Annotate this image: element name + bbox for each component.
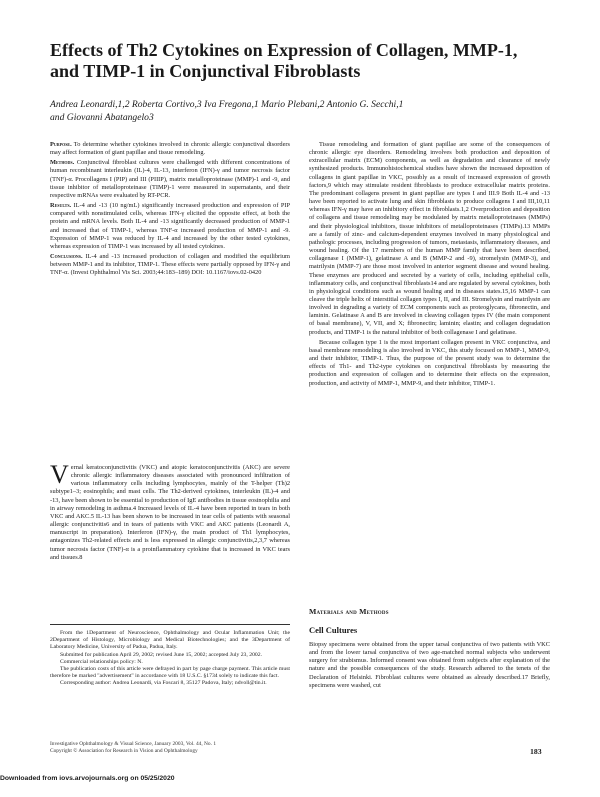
purpose-text: To determine whether cytokines involved in chronic allergic conjunctival disorders may affect formation of giant papillae and tissue remodeling. xyxy=(50,141,290,157)
intro-text: ernal keratoconjunctivitis (VKC) and atopic keratoconjunctivitis (AKC) are severe chronic allergic inflammatory diseases associated with pronounced infiltration of various inflammatory cells including lymphocytes, mainly of the T-helper (Th)2 subtype1–3; eosinophils; and mast cells. The Th2-derived cytokines, interleukin (IL)-4 and -13, have been shown to be essential to production of IgE antibodies in tissue eosinophilia and in airway remodeling in asthma.4 Increased levels of IL-4 have been reported in tears in both VKC and AKC.5 IL-13 has been shown to be increased in tear cells of patients with seasonal allergic conjunctivitis6 and in tears of patients with VKC and AKC patients (Leonardi A, manuscript in preparation). Interferon (IFN)-γ, the main product of Th1 lymphocytes, antagonizes Th2-related effects and is less expressed in allergic conjunctivitis,2,3,7 whereas tumor necrosis factor (TNF)-α is a proinflammatory cytokine that is increased in VKC tears and tissues.8 xyxy=(50,464,290,561)
journal-citation: Investigative Ophthalmology & Visual Science, January 2003, Vol. 44, No. 1 xyxy=(50,741,217,747)
purpose-label: Purpose. xyxy=(50,141,72,148)
drop-cap: V xyxy=(50,460,69,489)
cell-cultures-text: Biopsy specimens were obtained from the upper tarsal conjunctiva of two patients with VKC and from the lower tarsal conjunctiva of two age-matched normal subjects who underwent surgery for strabismus. Informed consent was obtained from subjects after explanation of the nature and the possible consequences of the study. Research adhered to the tenets of the Declaration of Helsinki. Fibroblast cultures were obtained as already described.17 Briefly, specimens were washed, cut xyxy=(309,641,550,689)
abstract xyxy=(50,141,290,280)
methods-cell-cultures xyxy=(309,641,550,692)
author-line-2: and Giovanni Abatangelo3 xyxy=(50,112,154,123)
methods-text: Conjunctival fibroblast cultures were challenged with different concentrations of human recombinant interleukin (IL)-4, IL-13, interferon (IFN)-γ and tumor necrosis factor (TNF)-α. Procollagens I (PIP) and III (PIIIP), matrix metalloproteinase (MMP)-1 and -9, and tissue inhibitor of metalloproteinase (TIMP)-1 were measured in supernatants, and their respective mRNAs were evaluated by RT-PCR. xyxy=(50,159,290,199)
introduction-right xyxy=(309,141,550,390)
results-text: IL-4 and -13 (10 ng/mL) significantly increased production and expression of PIP compared with nonstimulated cells, whereas IFN-γ elicited the opposite effect, at both the protein and mRNA levels. Both IL-4 and -13 significantly decreased production of MMP-1 and increased that of TIMP-1, whereas TNF-α increased production of MMP-1 and -9. Expression of MMP-1 was reduced by IL-4 and increased by the other tested cytokines, whereas expression of TIMP-1 was increased by all tested cytokines. xyxy=(50,202,290,250)
copyright-line: Copyright © Association for Research in Vision and Ophthalmology xyxy=(50,748,198,754)
article-title: Effects of Th2 Cytokines on Expression of Collagen, MMP-1, and TIMP-1 in Conjunctival Fibroblasts xyxy=(50,40,518,81)
footnote-divider xyxy=(50,624,290,625)
methods-label: Methods. xyxy=(50,159,75,167)
subsection-heading-cell-cultures: Cell Cultures xyxy=(309,625,358,635)
results-label: Results. xyxy=(50,202,72,210)
footnote-submitted: Submitted for publication April 29, 2002; revised June 15, 2002; accepted July 23, 2002. xyxy=(60,651,263,658)
conclusions-label: Conclusions. xyxy=(50,253,83,261)
download-stamp: Downloaded from iovs.arvojournals.org on 05/25/2020 xyxy=(0,775,175,782)
abstract-conclusions xyxy=(50,253,290,277)
introduction-left xyxy=(50,460,290,562)
journal-footer xyxy=(50,741,470,755)
intro-paragraph-purpose: Because collagen type 1 is the most important collagen present in VKC conjunctiva, and basal membrane remodeling is also involved in VKC, this study focused on MMP-1, MMP-9, and their inhibitor, TIMP-1. Thus, the purpose of the present study was to determine the effects of Th1- and Th2-type cytokines on conjunctival fibroblasts by measuring the production and expression of collagen and to determine their effects on the expression, production, and activity of MMP-1, MMP-9, and their inhibitor, TIMP-1. xyxy=(309,338,550,387)
author-list xyxy=(50,98,550,124)
author-line-1: Andrea Leonardi,1,2 Roberta Cortivo,3 Iva Fregona,1 Mario Plebani,2 Antonio G. Secchi,1 xyxy=(50,99,404,110)
footnote-interests: Commercial relationships policy: N. xyxy=(60,658,143,665)
abstract-results xyxy=(50,202,290,251)
footnotes xyxy=(50,630,290,688)
conclusions-text: IL-4 and -13 increased production of collagen and modified the equilibrium between MMP-1 and its inhibitor, TIMP-1. These effects were partially opposed by IFN-γ and TNF-α. (Invest Ophthalmol Vis Sci. 2003;44:183–189) DOI: 10.1167/iovs.02-0420 xyxy=(50,253,290,277)
page-number: 183 xyxy=(530,747,542,756)
abstract-methods xyxy=(50,159,290,200)
intro-paragraph-tissue-remodeling: Tissue remodeling and formation of giant papillae are some of the consequences of chronic allergic eye disorders. Remodeling involves both production and deposition of extracellular matrix (ECM) components, as well as degradation and clearance of newly synthesized products. Immunohistochemical studies have shown the increased deposition of collagens in giant papillae in VKC, possibly as a result of increased expression of growth factors,9 which may stimulate resident fibroblasts to produce extracellular matrix proteins. The predominant collagens present in giant papillae are types I and III.9 Both IL-4 and -13 have been reported to activate lung and skin fibroblasts to produce collagens I and III,10,11 whereas IFN-γ may have an inhibitory effect in fibroblasts.1,2 Overproduction and deposition of collagens and tissue remodeling may be modulated by matrix metalloproteinases (MMPs) and their physiological inhibitors, tissue inhibitors of metalloproteinases (TIMPs).13 MMPs are a family of zinc- and calcium-dependent enzymes involved in many physiological and pathologic processes, including progression of tumors, metastasis, inflammatory diseases, and wound healing. Of the 17 members of the human MMP family that have been described, collagenase I (MMP-1), gelatinase A and B (MMP-2 and -9), stromelysin (MMP-3), and matrilysin (MMP-7) are those most involved in anterior segment disease and wound healing. These enzymes are produced and secreted by a variety of cells, including epithelial cells, inflammatory cells, and conjunctival fibroblasts14 and are regulated by several cytokines, both in physiological conditions such as wound healing and in diseases states.15,16 MMP-1 can cleave the triple helix of interstitial collagen types I, II, and III. Stromelysin and matrilysin are involved in degrading a variety of ECM components such as proteoglycans, fibronectin, and laminin. Gelatinase A and B are involved in cleaving collagen types IV (the main component of basal membrane), V, VII, and X; fibronectin; laminin; elastin; and collagen degradation products, and TIMP-1 is the natural inhibitor of both collagenase I and gelatinase. xyxy=(309,141,550,336)
section-heading-methods: Materials and Methods xyxy=(309,607,389,616)
abstract-purpose xyxy=(50,141,290,157)
footnote-affiliations: From the 1Department of Neuroscience, Ophthalmology and Ocular Inflammation Unit; the 2Department of Histology, Microbiology and Medical Biotechnologies; and the 3Department of Laboratory Medicine, University of Padua, Padua, Italy. xyxy=(50,630,290,651)
footnote-charges: The publication costs of this article were defrayed in part by page charge payment. This article must therefore be marked "advertisement" in accordance with 18 U.S.C. §1734 solely to indicate this fact. xyxy=(50,666,290,680)
footnote-corresponding: Corresponding author: Andrea Leonardi, via Foscari 8, 35127 Padova, Italy; ndvoll@tin.it. xyxy=(60,680,267,687)
